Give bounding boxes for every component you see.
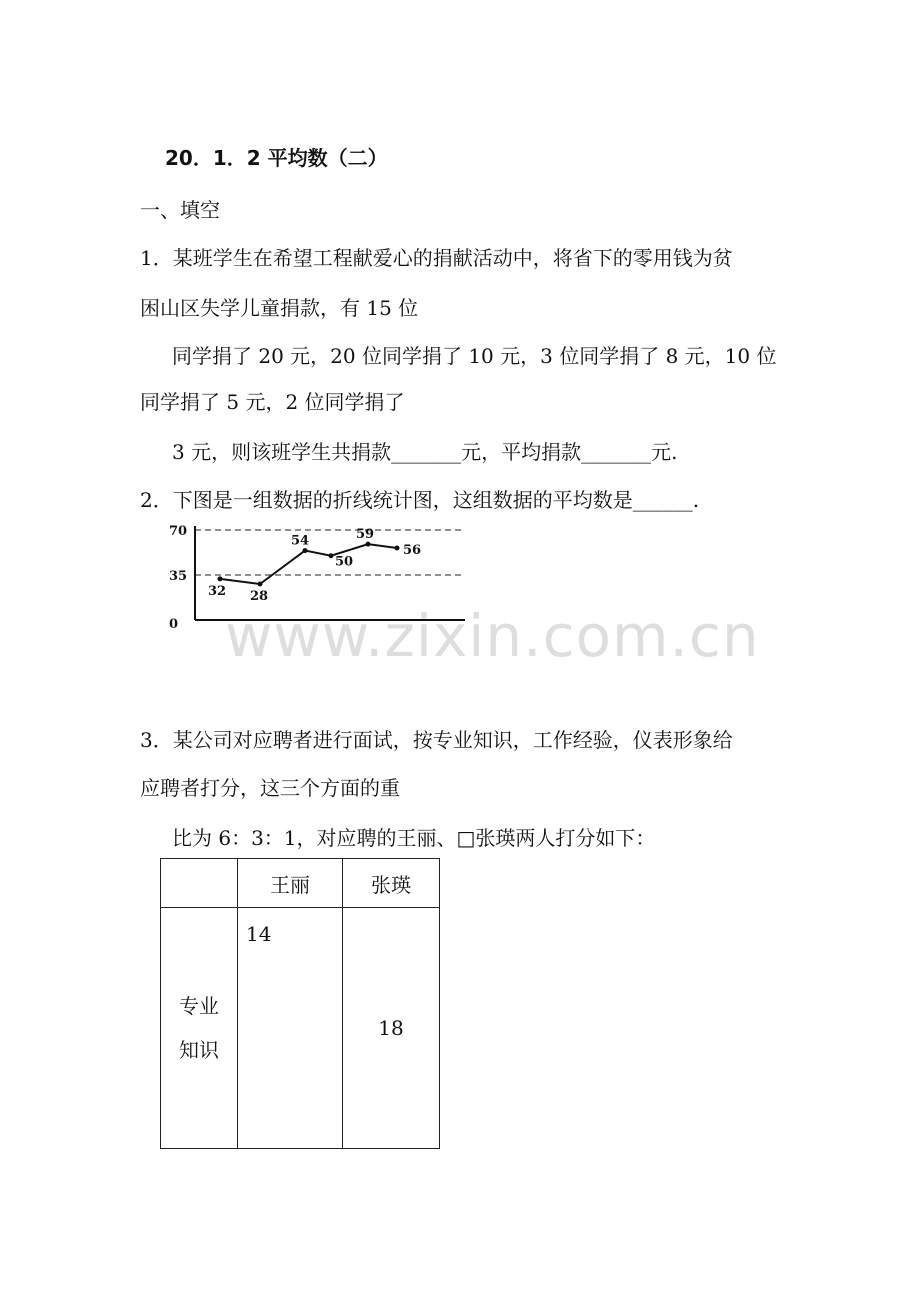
- q3-line-2: 应聘者打分，这三个方面的重: [140, 776, 400, 800]
- data-point: [366, 542, 371, 547]
- score-table: [160, 858, 440, 1149]
- row-label-line-2: 知识: [179, 1038, 219, 1062]
- data-point: [329, 553, 334, 558]
- page-title: 20．1．2 平均数（二）: [165, 146, 388, 170]
- table-header-wang-li: 王丽: [238, 859, 343, 908]
- y-tick-label: 70: [169, 524, 188, 539]
- q1-line-2: 困山区失学儿童捐款，有 15 位: [140, 296, 419, 320]
- data-label: 28: [250, 589, 269, 604]
- cell-zhang-ying: 18: [343, 908, 440, 1149]
- table-header-zhang-ying: 张瑛: [343, 859, 440, 908]
- section-heading: 一、填空: [140, 198, 220, 222]
- y-tick-label: 0: [169, 617, 179, 632]
- data-label: 50: [335, 554, 354, 570]
- q3-line-1: 3．某公司对应聘者进行面试，按专业知识，工作经验，仪表形象给: [140, 728, 733, 752]
- data-label: 56: [403, 543, 422, 558]
- table-row: [161, 908, 440, 1149]
- data-point: [303, 548, 308, 553]
- data-point: [395, 546, 400, 551]
- table-header-empty: [161, 859, 238, 908]
- data-label: 54: [291, 533, 310, 549]
- q1-line-3: 同学捐了 20 元，20 位同学捐了 10 元，3 位同学捐了 8 元，10 位: [172, 344, 777, 368]
- q2-line-1: 2．下图是一组数据的折线统计图，这组数据的平均数是______.: [140, 488, 700, 512]
- data-label: 59: [356, 527, 375, 543]
- y-tick-label: 35: [169, 569, 188, 584]
- table-header-row: [161, 859, 440, 908]
- q1-line-5: 3 元，则该班学生共捐款_______元，平均捐款_______元.: [172, 440, 678, 464]
- series-line: [220, 544, 397, 584]
- q1-line-1: 1．某班学生在希望工程献爱心的捐献活动中，将省下的零用钱为贫: [140, 246, 733, 270]
- row-label: [161, 908, 238, 1149]
- data-point: [258, 582, 263, 587]
- row-label-line-1: 专业: [179, 994, 219, 1018]
- watermark: www.zixin.com.cn: [225, 602, 760, 670]
- q3-line-3: 比为 6：3：1，对应聘的王丽、□张瑛两人打分如下：: [172, 826, 656, 850]
- data-label: 32: [208, 583, 227, 599]
- cell-wang-li: 14: [238, 908, 343, 1149]
- data-point: [218, 576, 223, 581]
- q1-line-4: 同学捐了 5 元，2 位同学捐了: [140, 390, 405, 414]
